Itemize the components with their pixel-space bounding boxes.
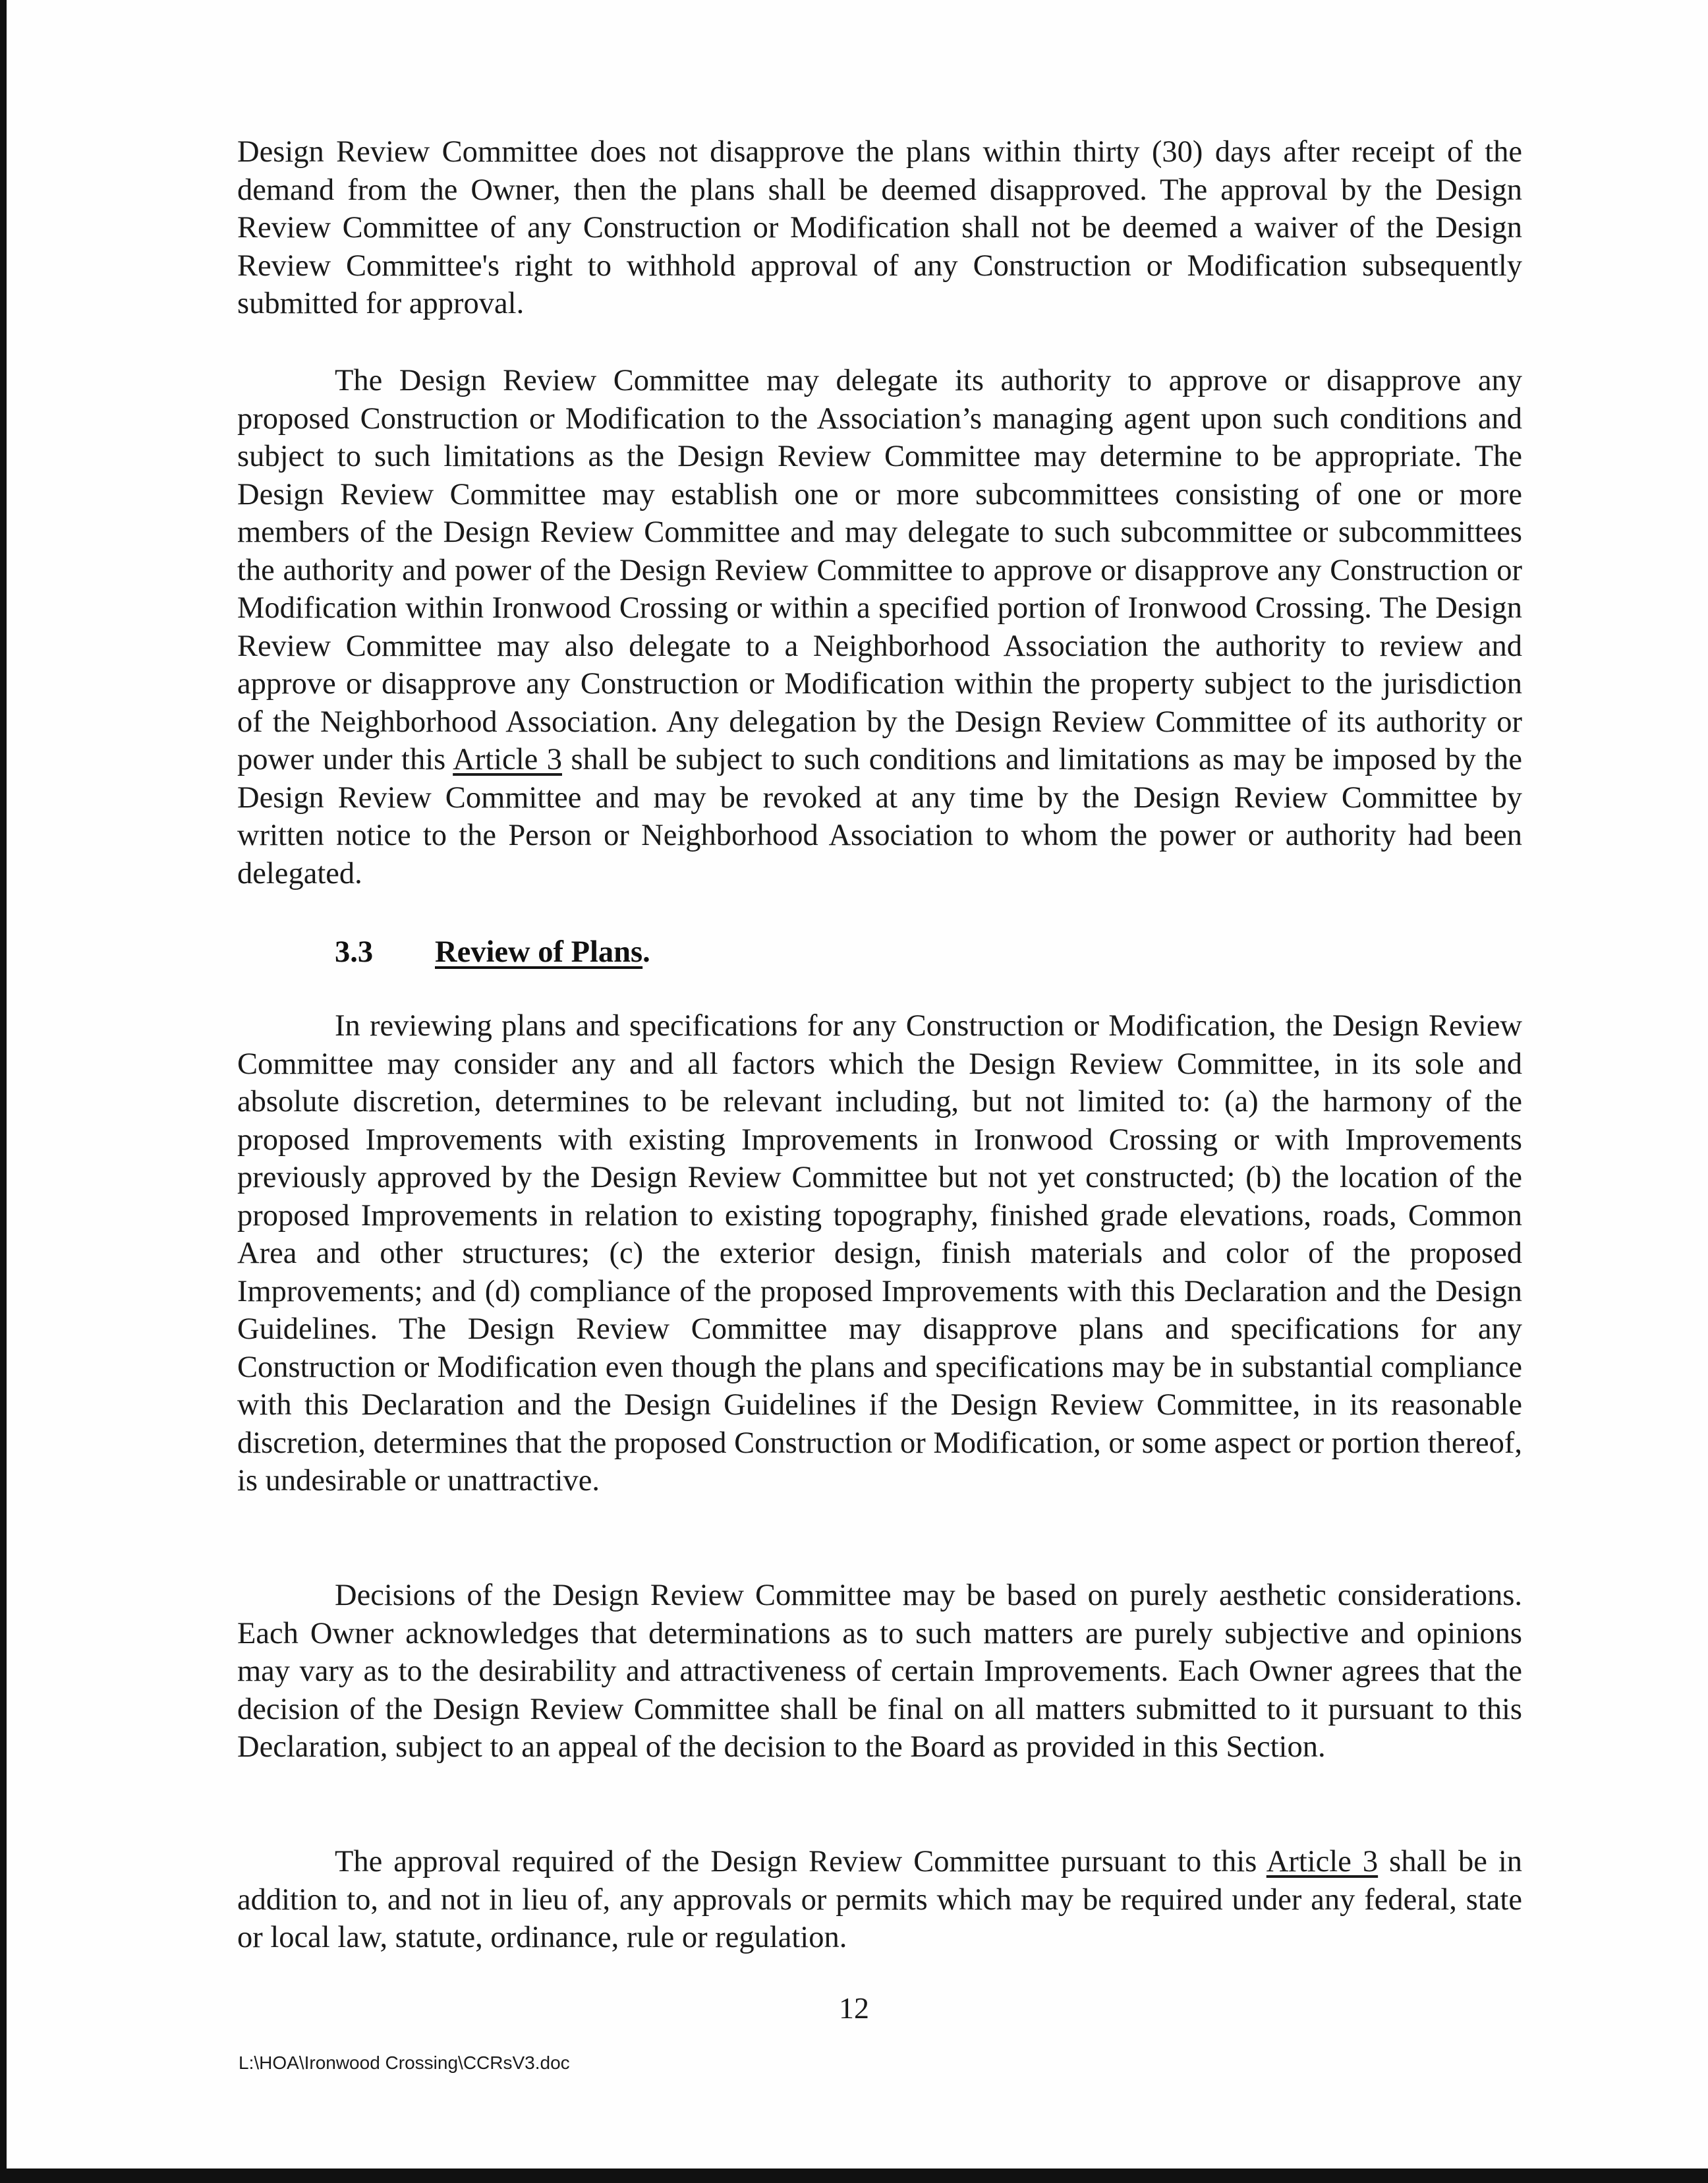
page-number: 12 bbox=[839, 1991, 869, 2025]
paragraph-approvals-text-start: The approval required of the Design Review Committee pursuant to this bbox=[335, 1845, 1267, 1878]
section-title-punctuation: . bbox=[642, 935, 650, 969]
scan-left-border bbox=[0, 0, 7, 2183]
paragraph-continuation: Design Review Committee does not disapprove the plans within thirty (30) days after receipt of the demand from the Owner, then the plans shall be deemed disapproved. The approval by the Design Review Committee of any Construction or Modification shall not be deemed a waiver of the Design Review Committee's right to withhold approval of any Construction or Modification subsequently submitted for approval. bbox=[237, 135, 1522, 320]
section-number: 3.3 bbox=[335, 935, 374, 969]
footer-file-path: L:\HOA\Ironwood Crossing\CCRsV3.doc bbox=[239, 2052, 570, 2073]
paragraph-aesthetic-decisions: Decisions of the Design Review Committee may be based on purely aesthetic considerations. Each Owner acknowledges that determinations as to such matters are purely subjective and opinions may vary as to the desirability and attractiveness of certain Improvements. Each Owner agrees that the decision of the Design Review Committee shall be final on all matters submitted to it pursuant to this Declaration, subject to an appeal of the decision to the Board as provided in this Section. bbox=[237, 1579, 1522, 1764]
paragraph-approvals-text-end: shall be in addition to, and not in lieu of, any approvals or permits which may be required under any federal, state or local law, statute, ordinance, rule or regulation. bbox=[237, 1845, 1523, 1954]
paragraph-additional-approvals bbox=[237, 1843, 1522, 1957]
paragraph-delegation bbox=[237, 362, 1522, 892]
article-3-reference: Article 3 bbox=[1266, 1845, 1379, 1878]
article-3-reference: Article 3 bbox=[453, 743, 562, 776]
section-heading bbox=[335, 935, 650, 970]
paragraph-review-factors: In reviewing plans and specifications for any Construction or Modification, the Design Review Committee may consider any and all factors which the Design Review Committee, in its sole and absolute discretion, determines to be relevant including, but not limited to: (a) the harmony of the proposed Improvements with existing Improvements in Ironwood Crossing or with Improvements previously approved by the Design Review Committee but not yet constructed; (b) the location of the proposed Improvements in relation to existing topography, finished grade elevations, roads, Common Area and other structures; (c) the exterior design, finish materials and color of the proposed Improvements; and (d) compliance of the proposed Improvements with this Declaration and the Design Guidelines. The Design Review Committee may disapprove plans and specifications for any Construction or Modification even though the plans and specifications may be in substantial compliance with this Declaration and the Design Guidelines if the Design Review Committee, in its reasonable discretion, determines that the proposed Construction or Modification, or some aspect or portion thereof, is undesirable or unattractive. bbox=[237, 1009, 1522, 1498]
paragraph-delegation-text-start: The Design Review Committee may delegate its authority to approve or disapprove any proposed Construction or Modification to the Association’s managing agent upon such conditions and subject to such limitations as the Design Review Committee may determine to be appropriate. The Design Review Committee may establish one or more subcommittees consisting of one or more members of the Design Review Committee and may delegate to such subcommittee or subcommittees the authority and power of the Design Review Committee to approve or disapprove any Construction or Modification within Ironwood Crossing or within a specified portion of Ironwood Crossing. The Design Review Committee may also delegate to a Neighborhood Association the authority to review and approve or disapprove any Construction or Modification within the property subject to the jurisdiction of the Neighborhood Association. Any delegation by the Design Review Committee of its authority or power under this bbox=[237, 364, 1522, 776]
section-title: Review of Plans bbox=[435, 935, 643, 969]
paragraph-delegation-text-end: shall be subject to such conditions and limitations as may be imposed by the Design Review Committee and may be revoked at any time by the Design Review Committee by written notice to the Person or Neighborhood Association to whom the power or authority had been delegated. bbox=[237, 743, 1522, 890]
scan-bottom-border bbox=[0, 2168, 1708, 2183]
